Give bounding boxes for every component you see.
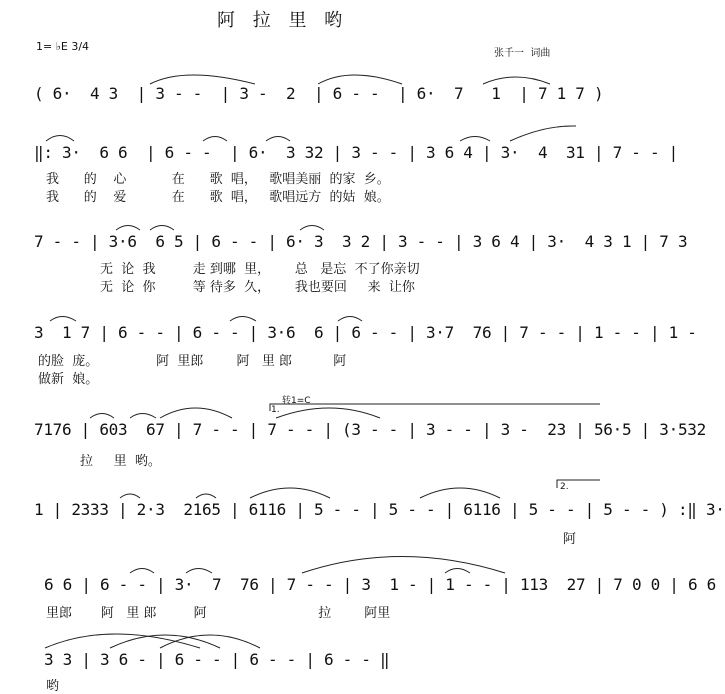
lyric-line-10: 哟 xyxy=(46,679,60,694)
music-line-6: 1 | 2333 | 2·3 2165 | 6116 | 5 - - | 5 - - | 6116 | 5 - - | 5 - - ) :‖ 3· xyxy=(34,500,725,519)
music-line-7: 6 6 | 6 - - | 3· 7 76 | 7 - - | 3 1 - | 1 - - | 113 27 | 7 0 0 | 6 6 xyxy=(44,575,716,594)
lyric-line-2: 我 的 爱 在 歌 唱， 歌唱远方 的姑 娘。 xyxy=(46,190,390,205)
key-signature: 1= ♭E 3/4 xyxy=(36,40,90,53)
lyric-line-4: 无 论 你 等 待多 久， 我也要回 来 让你 xyxy=(100,280,415,295)
composer-credit: 张千一 词曲 xyxy=(494,48,551,59)
music-line-8: 3 3 | 3 6 - | 6 - - | 6 - - | 6 - - ‖ xyxy=(44,650,390,669)
lyric-line-8: 阿 xyxy=(563,532,577,547)
music-line-1: ( 6· 4 3 | 3 - - | 3 - 2 | 6 - - | 6· 7 1 | 7 1 7 ) xyxy=(34,84,604,103)
music-line-2: ‖: 3· 6 6 | 6 - - | 6· 3 32 | 3 - - | 3 6 4 | 3· 4 31 | 7 - - | xyxy=(34,143,678,162)
lyric-line-1: 我 的 心 在 歌 唱， 歌唱美丽 的家 乡。 xyxy=(46,172,390,187)
lyric-line-6: 做新 娘。 xyxy=(38,372,99,387)
lyric-line-7: 拉 里 哟。 xyxy=(80,454,161,469)
music-line-4: 3 1 7 | 6 - - | 6 - - | 3·6 6 | 6 - - | 3·7 76 | 7 - - | 1 - - | 1 - xyxy=(34,323,697,342)
lyric-line-9: 里郎 阿 里 郎 阿 拉 阿里 xyxy=(46,606,391,621)
modulation-mark: 转1=C xyxy=(282,396,311,406)
music-line-5: 7176 | 603 67 | 7 - - | 7 - - | (3 - - | 3 - - | 3 - 23 | 56·5 | 3·532 xyxy=(34,420,706,439)
lyric-line-5: 的脸 庞。 阿 里郎 阿 里 郎 阿 xyxy=(38,354,347,369)
music-line-3: 7 - - | 3·6 6 5 | 6 - - | 6· 3 3 2 | 3 - - | 3 6 4 | 3· 4 3 1 | 7 3 xyxy=(34,232,688,251)
volta-2-label: 2. xyxy=(560,482,569,492)
lyric-line-3: 无 论 我 走 到哪 里， 总 是忘 不了你亲切 xyxy=(100,262,420,277)
song-title: 阿 拉 里 哟 xyxy=(217,10,349,31)
volta-1-label: 1. xyxy=(271,405,280,415)
